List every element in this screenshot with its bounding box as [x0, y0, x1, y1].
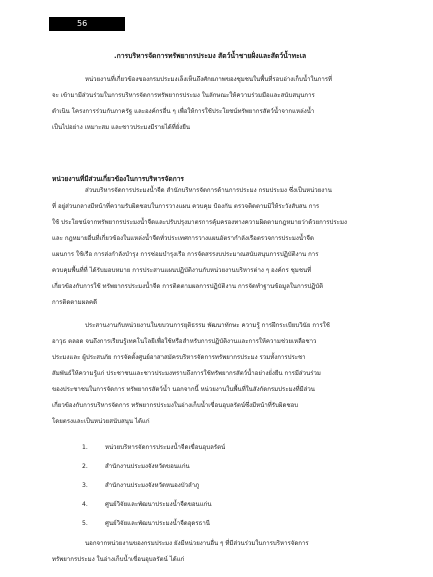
intro-line: ดำเนิน โครงการร่วมกับภาครัฐ และองค์กรอื่น ๆ เพื่อให้การใช้ประโยชน์ทรัพยากรสัตว์น้ำจากแหล่งน้ำ: [52, 108, 315, 115]
paragraph-line: ของประชาชนในการจัดการ ทรัพยากรสัตว์น้ำ นอกจากนี้ หน่วยงานในพื้นที่ในสังกัดกรมประมงที่มีส่วน: [52, 386, 315, 393]
paragraph-line: ที่ อยู่ส่วนกลางมีหน้าที่ความรับผิดชอบในการวางแผน ควบคุม ป้องกัน ตรวจติดตามมิให้ระวังสับสน การ: [52, 203, 320, 210]
paragraph-line: ประมงและ ผู้ประสบภัย การจัดตั้งศูนย์อาสาสมัครบริหารจัดการทรัพยากรประมง รวมทั้งการประชา: [52, 354, 306, 361]
intro-line: จะ เข้ามามีส่วนร่วมในการบริหารจัดการทรัพยากรประมง ในลักษณะให้ความร่วมมือและสนับสนุนการ: [52, 92, 315, 99]
page-number: 56: [77, 19, 88, 28]
list-item-text: ศูนย์วิจัยและพัฒนาประมงน้ำจืดขอนแก่น: [105, 501, 212, 508]
paragraph-line: ส่วนบริหารจัดการประมงน้ำจืด สำนักบริหารจัดการด้านการประมง กรมประมง ซึ่งเป็นหน่วยงาน: [85, 187, 332, 194]
intro-line: เป็นไปอย่าง เหมาะสม และชาวประมงมีรายได้ที่ยั่งยืน: [52, 124, 191, 131]
paragraph-line: การติดตามผลคดี: [52, 299, 98, 306]
paragraph-line: แผนการ ใช้เรือ การส่งกำลังบำรุง การซ่อมบำรุงเรือ การจัดสรรงบประมาณสนับสนุนการปฏิบัติงาน การ: [52, 251, 319, 258]
list-item-number: 2.: [82, 463, 88, 470]
document-title: .การบริหารจัดการทรัพยากรประมง สัตว์น้ำชายฝั่งและสัตว์น้ำทะเล: [114, 52, 307, 60]
intro-line: หน่วยงานที่เกี่ยวข้องของกรมประมงเล็งเห็นถึงศักยภาพของชุมชนในพื้นที่รอบอ่างเก็บน้ำในการที่: [85, 76, 333, 83]
paragraph-line: เกี่ยวข้องกับการบริหารจัดการ ทรัพยากรประมงในอ่างเก็บน้ำเขื่อนอุบลรัตน์ซึ่งมีหน้าที่รับผิดชอบ: [52, 402, 299, 409]
list-item-text: สำนักงานประมงจังหวัดขอนแก่น: [105, 463, 190, 470]
list-item-text: ศูนย์วิจัยและพัฒนาประมงน้ำจืดอุดรธานี: [105, 520, 210, 527]
list-item-number: 1.: [82, 444, 88, 451]
list-item-number: 4.: [82, 501, 88, 508]
section-heading: หน่วยงานที่มีส่วนเกี่ยวข้องในการบริหารจัดการ: [52, 175, 184, 183]
list-item-number: 3.: [82, 482, 88, 489]
paragraph-line: อาวุธ ตลอด จนถึงการเรียนรู้เทคโนโลยีเพื่อใช้หรือสำหรับการปฏิบัติงานและการให้ความช่วยเหลือชาว: [52, 338, 317, 345]
closing-line: ทรัพยากรประมง ในอ่างเก็บน้ำเขื่อนอุบลรัตน์ ได้แก่: [52, 556, 185, 563]
paragraph-line: ใช้ ประโยชน์จากทรัพยากรประมงน้ำจืดและปรับปรุงมาตรการคุ้มครองทางความผิดตามกฎหมายว่าด้วยการประมง: [52, 219, 347, 226]
paragraph-line: และ กฎหมายอื่นที่เกี่ยวข้องในแหล่งน้ำจืดทั่วประเทศการวางแผนอัตรากำลังเรือตรวจการประมงน้ำจืด: [52, 235, 314, 242]
list-item-text: หน่วยบริหารจัดการประมงน้ำจืดเขื่อนอุบลรัตน์: [105, 444, 226, 451]
paragraph-line: ประสานงานกับหน่วยงานในขบวนการยุติธรรม พัฒนาทักษะ ความรู้ การฝึกระเบียบวินัย การใช้: [85, 322, 330, 329]
closing-line: นอกจากหน่วยงานของกรมประมง ยังมีหน่วยงานอื่น ๆ ที่มีส่วนร่วมในการบริหารจัดการ: [85, 540, 309, 547]
page-number-bar: [49, 17, 125, 31]
list-item-number: 5.: [82, 520, 88, 527]
paragraph-line: ควบคุมพื้นที่ที่ ได้รับมอบหมาย การประสานแผนปฏิบัติงานกับหน่วยงานบริหารต่าง ๆ องค์กร ชุมชนที่: [52, 267, 312, 274]
paragraph-line: เกี่ยวข้องกับการใช้ ทรัพยากรประมงน้ำจืด การติดตามผลการปฏิบัติงาน การจัดทำฐานข้อมูลในการปฏิบัติ: [52, 283, 324, 290]
paragraph-line: โดยตรงและเป็นหน่วยสนับสนุน ได้แก่: [52, 418, 150, 425]
list-item-text: สำนักงานประมงจังหวัดหนองบัวลำภู: [105, 482, 200, 489]
paragraph-line: สัมพันธ์ให้ความรู้แก่ ประชาชนและชาวประมงทราบถึงการใช้ทรัพยากรสัตว์น้ำอย่างยั่งยืน การมีส่วนร่วม: [52, 370, 321, 377]
